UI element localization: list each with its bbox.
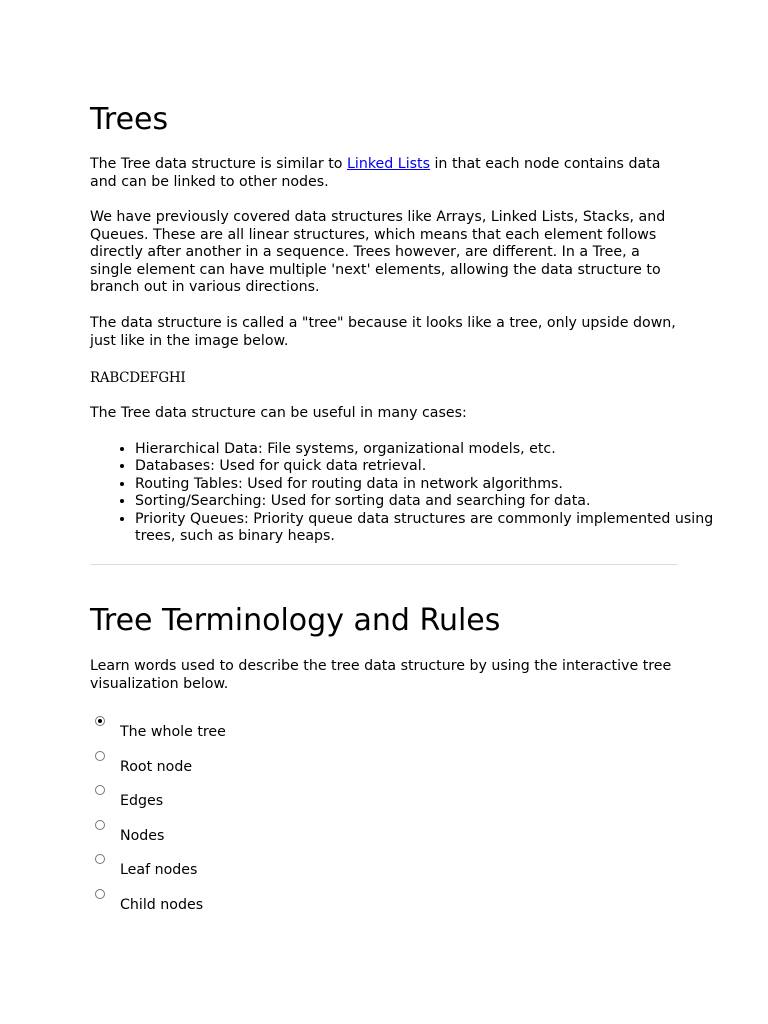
radio-button[interactable] <box>95 785 105 795</box>
radio-button[interactable] <box>95 820 105 830</box>
radio-button-checked[interactable] <box>95 716 105 726</box>
radio-option-edges[interactable] <box>90 785 678 815</box>
linked-lists-link[interactable]: Linked Lists <box>347 156 430 172</box>
terminology-intro: Learn words used to describe the tree data structure by using the interactive tree visualization below. <box>90 658 672 692</box>
radio-label[interactable]: Edges <box>120 793 164 809</box>
list-item: • Databases: Used for quick data retrieval. <box>135 458 723 475</box>
radio-label[interactable]: Child nodes <box>120 897 204 913</box>
tree-image-fallback-text: RABCDEFGHI <box>90 370 186 386</box>
radio-label[interactable]: Nodes <box>120 828 165 844</box>
tree-name-paragraph: The data structure is called a "tree" because it looks like a tree, only upside down, just like in the image below. <box>90 315 676 349</box>
radio-option-root-node[interactable] <box>90 751 678 781</box>
radio-label[interactable]: The whole tree <box>120 724 226 740</box>
radio-button[interactable] <box>95 889 105 899</box>
radio-label[interactable]: Root node <box>120 759 193 775</box>
intro-paragraph <box>90 156 678 191</box>
radio-option-leaf-nodes[interactable] <box>90 854 678 884</box>
list-item: • Routing Tables: Used for routing data in network algorithms. <box>135 476 723 493</box>
radio-option-nodes[interactable] <box>90 820 678 850</box>
list-item: • Priority Queues: Priority queue data structures are commonly implemented using trees, such as binary heaps. <box>135 511 723 546</box>
radio-option-whole-tree[interactable] <box>90 716 678 746</box>
radio-label[interactable]: Leaf nodes <box>120 862 198 878</box>
radio-option-child-nodes[interactable] <box>90 889 678 919</box>
page-title: Trees <box>90 102 169 137</box>
terminology-radio-group <box>90 716 678 926</box>
radio-button[interactable] <box>95 751 105 761</box>
uses-intro: The Tree data structure can be useful in many cases: <box>90 405 467 421</box>
radio-button[interactable] <box>95 854 105 864</box>
intro-text-after: in that each node contains data and can be linked to other nodes. <box>90 156 661 190</box>
list-item: • Sorting/Searching: Used for sorting data and searching for data. <box>135 493 723 510</box>
uses-list <box>90 441 723 545</box>
list-item: • Hierarchical Data: File systems, organizational models, etc. <box>135 441 723 458</box>
section-divider <box>90 564 678 565</box>
intro-text-before: The Tree data structure is similar to <box>90 156 347 172</box>
linear-structures-paragraph: We have previously covered data structures like Arrays, Linked Lists, Stacks, and Queues. These are all linear structures, which means that each element follows directly after another in a sequence. Trees however, are different. In a Tree, a single element can have multiple 'next' elements, allowing the data structure to branch out in various directions. <box>90 209 666 295</box>
section-title: Tree Terminology and Rules <box>90 603 501 638</box>
